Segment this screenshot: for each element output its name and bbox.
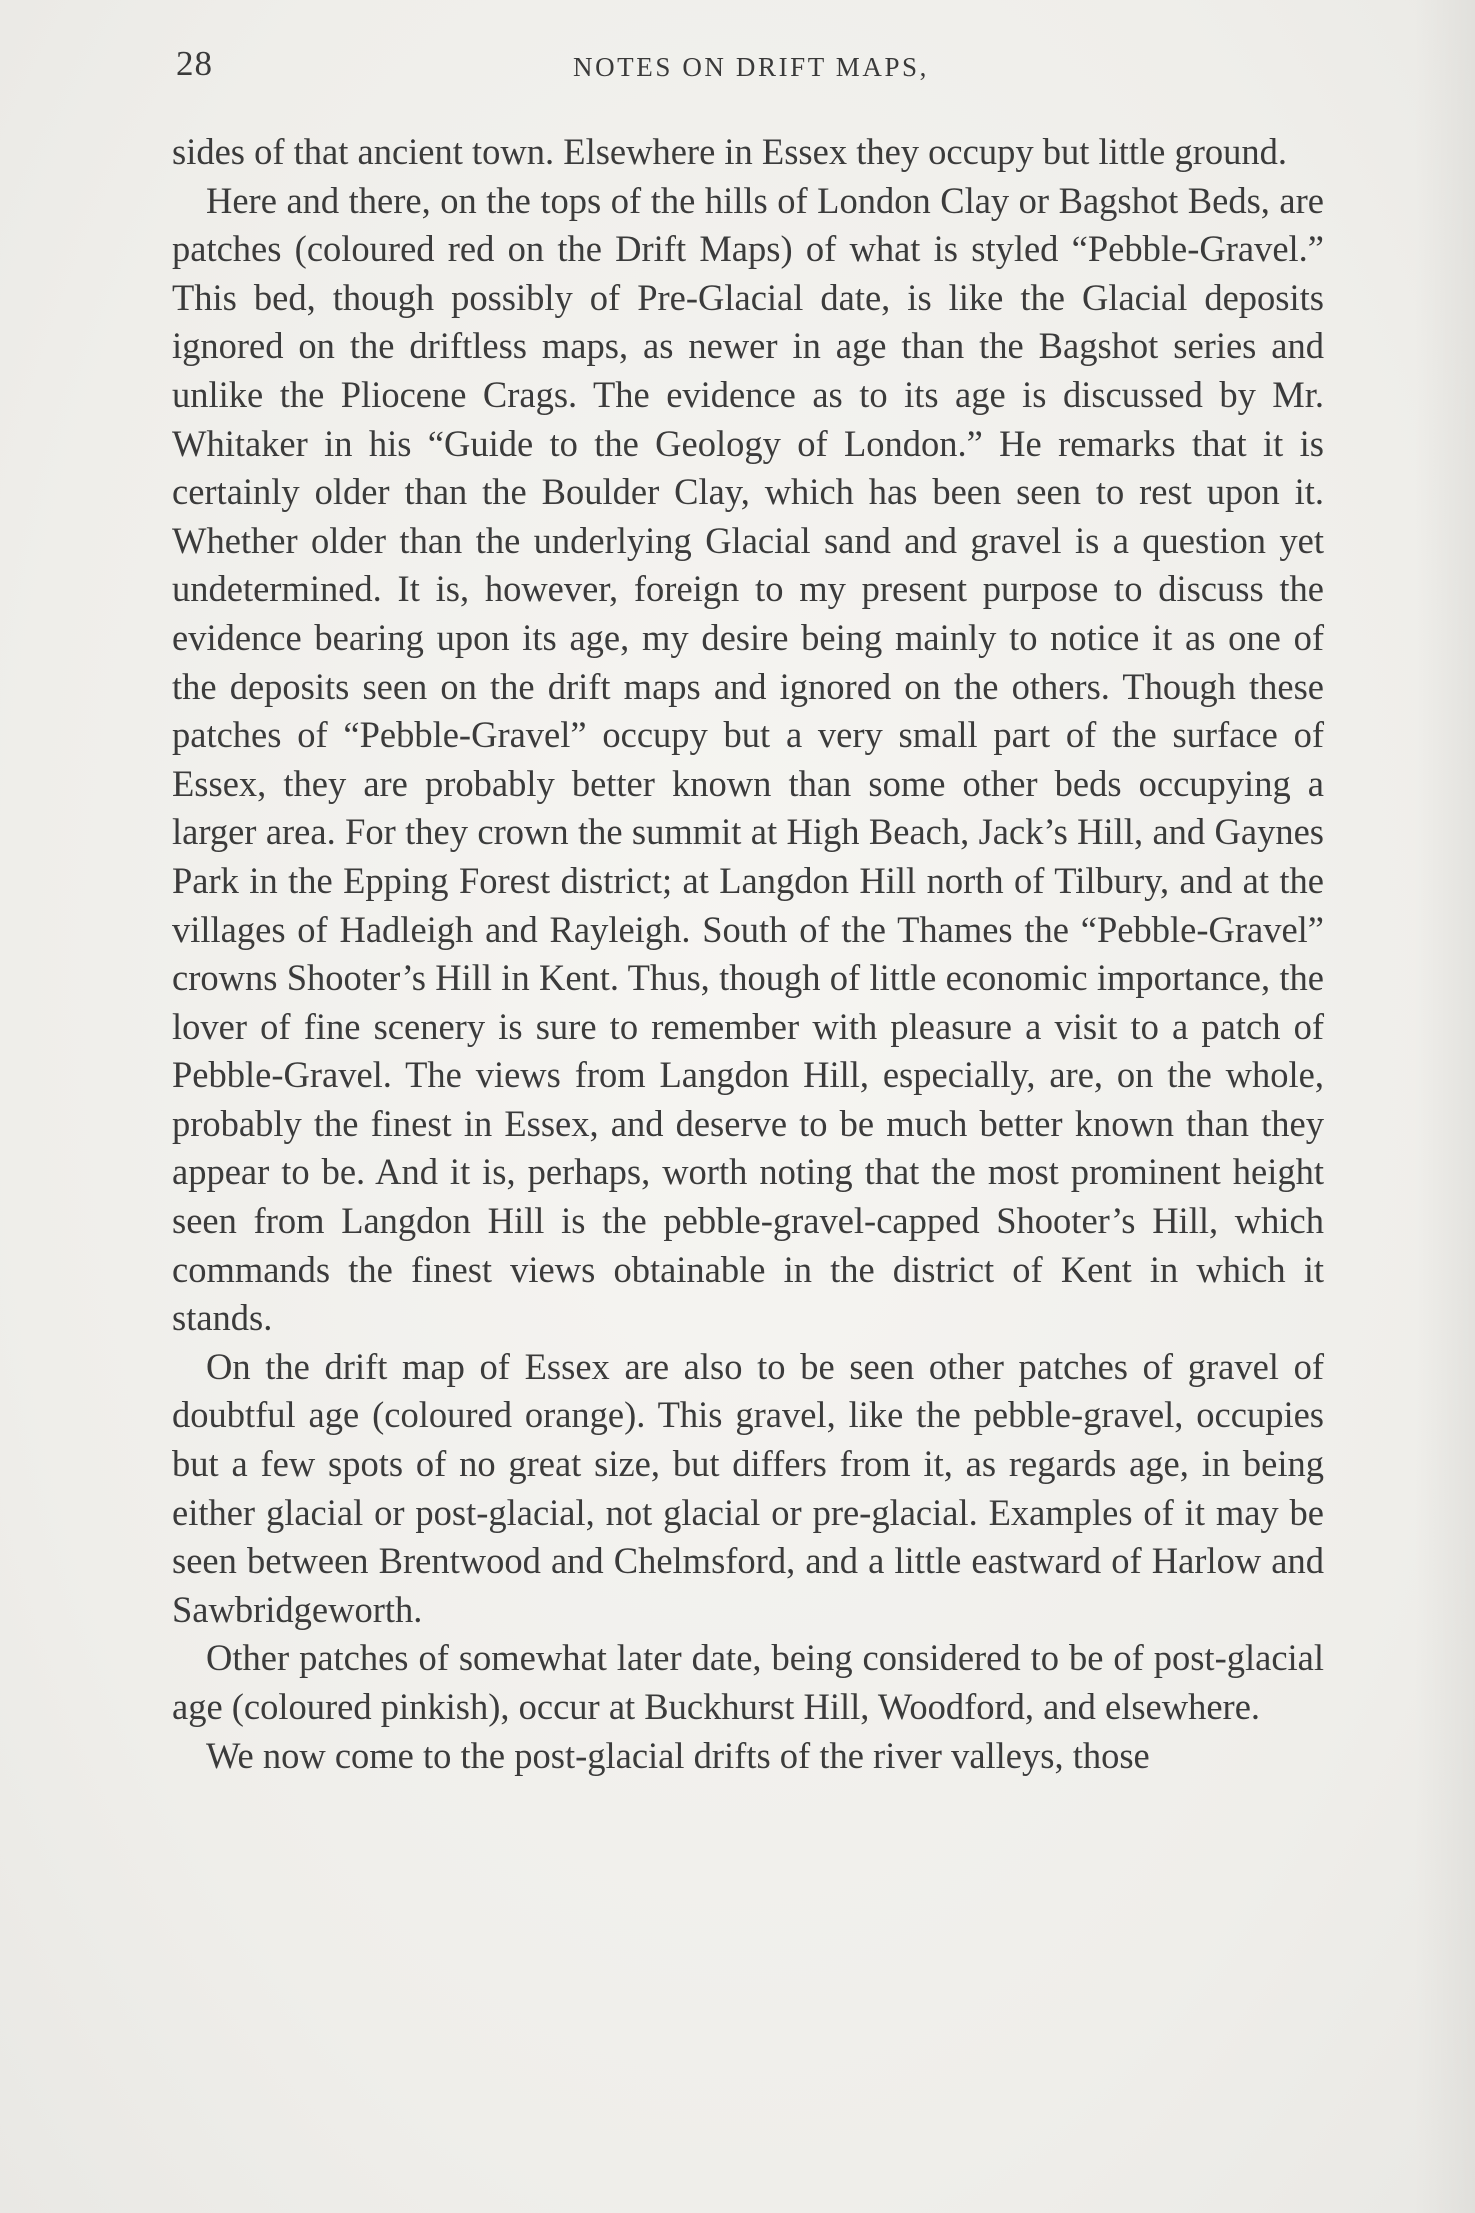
page-header — [176, 44, 1326, 94]
page-edge-shading — [1415, 0, 1475, 2213]
paragraph: We now come to the post-glacial drifts of the river valleys, those — [206, 1734, 1150, 1776]
paragraph: Other patches of somewhat later date, being considered to be of post-glacial age (coloured pinkish), occur at Buckhurst Hill, Woodford, and elsewhere. — [172, 1637, 1324, 1727]
body-text — [172, 128, 1324, 1780]
page-number: 28 — [176, 44, 213, 83]
running-head: NOTES ON DRIFT MAPS, — [572, 52, 930, 82]
paragraph: On the drift map of Essex are also to be seen other patches of gravel of doubtful age (coloured orange). This gravel, like the pebble-gravel, occupies but a few spots of no great size, but differs from it, as regards age, in being either glacial or post-glacial, not glacial or pre-glacial. Examples of it may be seen between Brentwood and Chelmsford, and a little eastward of Harlow and Sawbridgeworth. — [172, 1345, 1324, 1630]
paragraph: sides of that ancient town. Elsewhere in Essex they occupy but little ground. — [172, 131, 1288, 172]
paragraph: Here and there, on the tops of the hills of London Clay or Bagshot Beds, are patches (coloured red on the Drift Maps) of what is styled “Pebble-Gravel.” This bed, though possibly of Pre-Glacial date, is like the Glacial deposits ignored on the driftless maps, as newer in age than the Bagshot series and unlike the Pliocene Crags. The evidence as to its age is discussed by Mr. Whitaker in his “Guide to the Geology of London.” He remarks that it is certainly older than the Boulder Clay, which has been seen to rest upon it. Whether older than the underlying Glacial sand and gravel is a question yet undetermined. It is, however, foreign to my present purpose to discuss the evidence bearing upon its age, my desire being mainly to notice it as one of the deposits seen on the drift maps and ignored on the others. Though these patches of “Pebble-Gravel” occupy but a very small part of the surface of Essex, they are probably better known than some other beds occupying a larger area. For they crown the summit at High Beach, Jack’s Hill, and Gaynes Park in the Epping Forest district; at Langdon Hill north of Tilbury, and at the villages of Hadleigh and Rayleigh. South of the Thames the “Pebble-Gravel” crowns Shooter’s Hill in Kent. Thus, though of little economic importance, the lover of fine scenery is sure to remember with pleasure a visit to a patch of Pebble-Gravel. The views from Langdon Hill, especially, are, on the whole, probably the finest in Essex, and deserve to be much better known than they appear to be. And it is, perhaps, worth noting that the most prominent height seen from Langdon Hill is the pebble-gravel-capped Shooter’s Hill, which commands the finest views obtainable in the district of Kent in which it stands. — [172, 179, 1324, 1339]
